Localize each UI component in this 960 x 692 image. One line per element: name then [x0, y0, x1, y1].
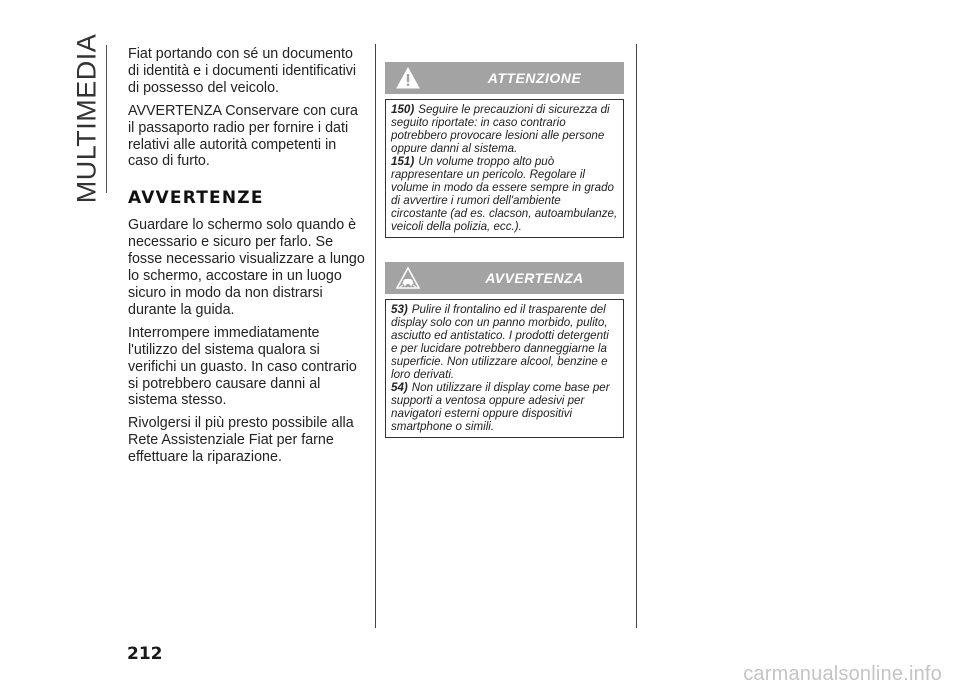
avvertenza-title: AVVERTENZA: [485, 270, 584, 286]
left-column: [128, 46, 368, 472]
item-number: 151): [391, 155, 415, 168]
attenzione-title: ATTENZIONE: [487, 70, 582, 86]
item-text: Pulire il frontalino ed il trasparente del display solo con un panno morbido, pulito, asciutto ed antistatico. I prodotti detergenti e per lucidare potrebbero danneggiarne la superficie. Non utilizzare alcool, benzine e loro derivati.: [391, 303, 609, 381]
attenzione-box: [385, 62, 624, 238]
item-text: Un volume troppo alto può rappresentare un pericolo. Regolare il volume in modo da essere sempre in grado di avvertire i rumori dell'ambiente circostante (ad es. clacson, autoambulanze, veicoli della polizia, ecc.).: [391, 155, 618, 233]
attenzione-body: [385, 99, 624, 238]
avvertenza-body: [385, 299, 624, 438]
section-title: [71, 33, 102, 203]
paragraph-1: Fiat portando con sé un documento di identità e i documenti identificativi di possesso del veicolo.: [128, 46, 357, 96]
paragraph-3: Guardare lo schermo solo quando è necessario e sicuro per farlo. Se fosse necessario visualizzare a lungo lo schermo, accostare in un luogo sicuro in modo da non distrarsi durante la guida.: [128, 217, 365, 318]
item-number: 53): [391, 303, 408, 316]
column-divider-left: [375, 44, 376, 628]
item-text: Seguire le precauzioni di sicurezza di seguito riportate: in caso contrario potrebbero provocare lesioni alle persone oppure danni al sistema.: [391, 103, 610, 155]
list-item: [391, 381, 618, 433]
avvertenza-box: [385, 262, 624, 438]
item-text: Non utilizzare il display come base per supporti a ventosa oppure adesivi per navigatori esterni oppure dispositivi smartphone o simili.: [391, 381, 610, 433]
watermark: carmanualsonline.info: [743, 663, 942, 685]
page-number: 212: [127, 644, 163, 664]
list-item: [391, 303, 618, 381]
section-title-text: MULTIMEDIA: [71, 33, 102, 203]
avvertenza-header: [385, 262, 624, 294]
attenzione-header: [385, 62, 624, 94]
item-number: 54): [391, 381, 408, 394]
list-item: [391, 155, 618, 233]
column-divider-right: [636, 44, 637, 628]
paragraph-5: Rivolgersi il più presto possibile alla Rete Assistenziale Fiat per farne effettuare la riparazione.: [128, 415, 354, 466]
section-divider: [106, 45, 107, 193]
item-number: 150): [391, 103, 415, 116]
car-warning-icon: [395, 266, 421, 290]
paragraph-2: AVVERTENZA Conservare con cura il passaporto radio per fornire i dati relativi alle autorità competenti in caso di furto.: [128, 102, 358, 170]
paragraph-4: Interrompere immediatamente l'utilizzo del sistema qualora si verifichi un guasto. In caso contrario si potrebbero causare danni al sistema stesso.: [128, 324, 357, 409]
list-item: [391, 103, 618, 155]
warning-triangle-icon: [395, 66, 421, 90]
heading-avvertenze: AVVERTENZE: [128, 188, 264, 209]
